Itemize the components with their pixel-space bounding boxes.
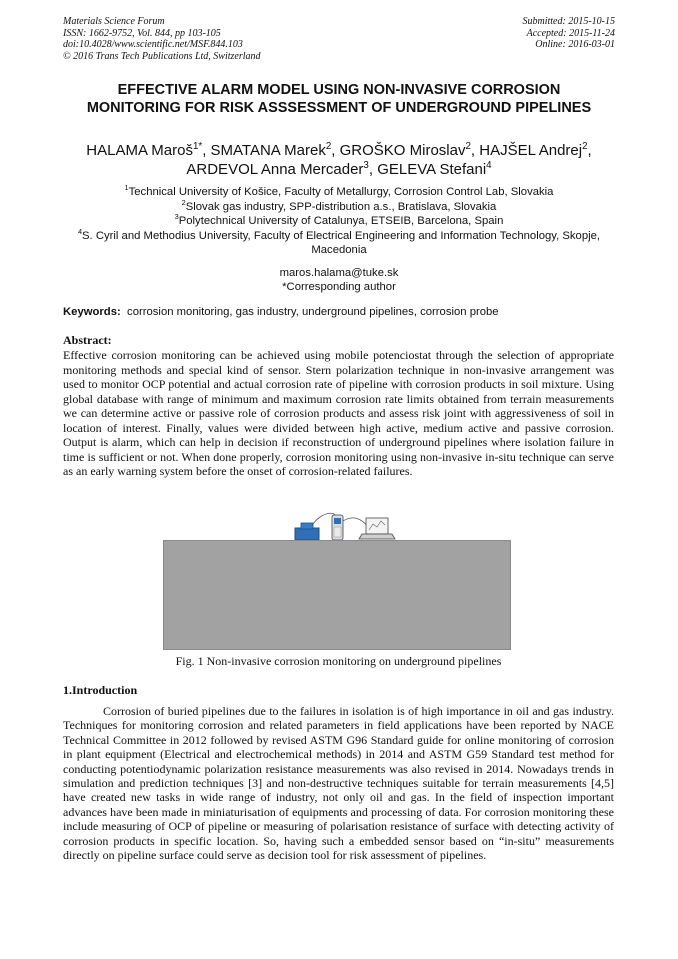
affiliation-text: Slovak gas industry, SPP-distribution a.s., Bratislava, Slovakia bbox=[185, 200, 497, 213]
affiliation-item bbox=[60, 197, 618, 215]
affiliation-item bbox=[60, 229, 618, 258]
figure-caption: Fig. 1 Non-invasive corrosion monitoring on underground pipelines bbox=[175, 654, 502, 668]
author-name: HALAMA Maroš bbox=[86, 142, 193, 159]
author-sup: 4 bbox=[486, 160, 492, 171]
affiliation-item bbox=[60, 214, 618, 229]
journal-header-right bbox=[523, 16, 616, 51]
monitoring-equipment-illustration bbox=[163, 512, 511, 542]
figure-1 bbox=[163, 512, 511, 650]
author-sup: 2 bbox=[582, 141, 588, 152]
abstract-text: Effective corrosion monitoring can be achieved using mobile potenciostat through the selection of appropriate monitoring methods and special kind of sensor. Stern polarization technique in non-invasive arrangement was used to monitor OCP potential and actual corrosion rate of pipeline with corrosion products in soil mixture. Using global database with range of minimum and maximum corrosion rate limits obtained from terrain measurements we can determine active or passive role of corrosion products and assess risk joint with aggressiveness of soil in location of interest. Finally, values were divided between high active, medium active and passive corrosion. Output is alarm, which can help in decision if reconstruction of underground pipelines where isolation failure in time is sufficient or not. When done properly, corrosion monitoring using non-invasive in-situ technique can serve as an early warning system before the onset of corrosion-related failures. bbox=[63, 348, 614, 478]
author-name: ARDEVOL Anna Mercader bbox=[186, 161, 364, 178]
keywords-line bbox=[63, 305, 623, 319]
soil-ground-block bbox=[163, 540, 511, 650]
affiliation-list bbox=[60, 185, 618, 258]
sensor-probe bbox=[295, 528, 319, 540]
keywords-text: corrosion monitoring, gas industry, underground pipelines, corrosion probe bbox=[127, 306, 499, 318]
author-sup: 3 bbox=[363, 160, 369, 171]
corresponding-note: *Corresponding author bbox=[282, 280, 396, 293]
accepted-date: Accepted: 2015-11-24 bbox=[526, 27, 615, 39]
email-link[interactable]: maros.halama@tuke.sk bbox=[279, 267, 399, 279]
contact-block bbox=[60, 267, 618, 294]
author-name: SMATANA Marek bbox=[210, 142, 326, 159]
keywords-label: Keywords: bbox=[63, 306, 121, 318]
affiliation-item bbox=[60, 185, 618, 200]
journal-issn: ISSN: 1662-9752, Vol. 844, pp 103-105 bbox=[63, 27, 221, 39]
author-name: HAJŠEL Andrej bbox=[479, 142, 583, 159]
affiliation-text: Polytechnical University of Catalunya, ETSEIB, Barcelona, Spain bbox=[178, 215, 504, 228]
introduction-text: Corrosion of buried pipelines due to the failures in isolation is of high importance in oil and gas industry. Techniques for monitoring corrosion and related parameters in field applications have been reported by NACE Technical Committee in 2012 followed by revised ASTM G96 Standard guide for online monitoring of corrosion in plant equipment (Electrical and electrochemical methods) in 2014 and ASTM G59 Standard test method for conducting potentiodynamic polarization resistance measurements was also revised in 2014. Nowadays trends in simulation and prediction techniques [3] and non-destructive techniques suitable for terrain measurements [4,5] have created new tasks in wide range of industry, not only oil and gas. In the field of inspection important advances have been made in miniaturisation of equipments and processing of data. For corrosion monitoring these include measuring of OCP of pipeline or measuring of polarisation resistance of surface with detecting activity of corrosion products in specific location. So, having such a embedded sensor based on “in-situ” measurements directly on pipeline surface could serve as decision tool for risk assessment of pipelines. bbox=[63, 704, 614, 863]
author-sup: 2 bbox=[325, 141, 332, 152]
section-heading: 1.Introduction bbox=[63, 683, 138, 697]
author-name: GROŠKO Miroslav bbox=[339, 142, 466, 159]
copyright: © 2016 Trans Tech Publications Ltd, Switzerland bbox=[63, 50, 261, 62]
laptop-icon bbox=[366, 518, 388, 534]
abstract-heading: Abstract: bbox=[63, 333, 112, 347]
online-date: Online: 2016-03-01 bbox=[535, 39, 615, 50]
submitted-date: Submitted: 2015-10-15 bbox=[522, 16, 615, 27]
journal-header-left bbox=[63, 16, 261, 62]
affiliation-sup: 3 bbox=[174, 212, 179, 222]
author-list: HALAMA Maroš$^{1*}$, SMATANA Marek$^2$, GROŠKO Miroslav$^2$, HAJŠEL Andrej$^2$, ARDEVOL Anna Mercader$^3$, GELEVA Stefani$^4$ bbox=[86, 141, 592, 178]
affiliation-sup: 2 bbox=[181, 197, 186, 207]
journal-doi: doi:10.4028/www.scientific.net/MSF.844.103 bbox=[63, 39, 243, 50]
author-sup: 1* bbox=[192, 141, 203, 152]
affiliation-sup: 1 bbox=[124, 183, 129, 193]
affiliation-text: S. Cyril and Methodius University, Faculty of Electrical Engineering and Information Technology, Skopje, Macedonia bbox=[82, 229, 601, 257]
author-name: GELEVA Stefani bbox=[377, 161, 487, 178]
journal-name: Materials Science Forum bbox=[63, 16, 165, 27]
affiliation-text: Technical University of Košice, Faculty of Metallurgy, Corrosion Control Lab, Slovakia bbox=[128, 186, 554, 198]
paper-title: EFFECTIVE ALARM MODEL USING NON-INVASIVE CORROSION MONITORING FOR RISK ASSSESSMENT OF UNDERGROUND PIPELINES bbox=[86, 82, 592, 116]
affiliation-sup: 4 bbox=[77, 227, 83, 237]
author-sup: 2 bbox=[465, 141, 471, 152]
